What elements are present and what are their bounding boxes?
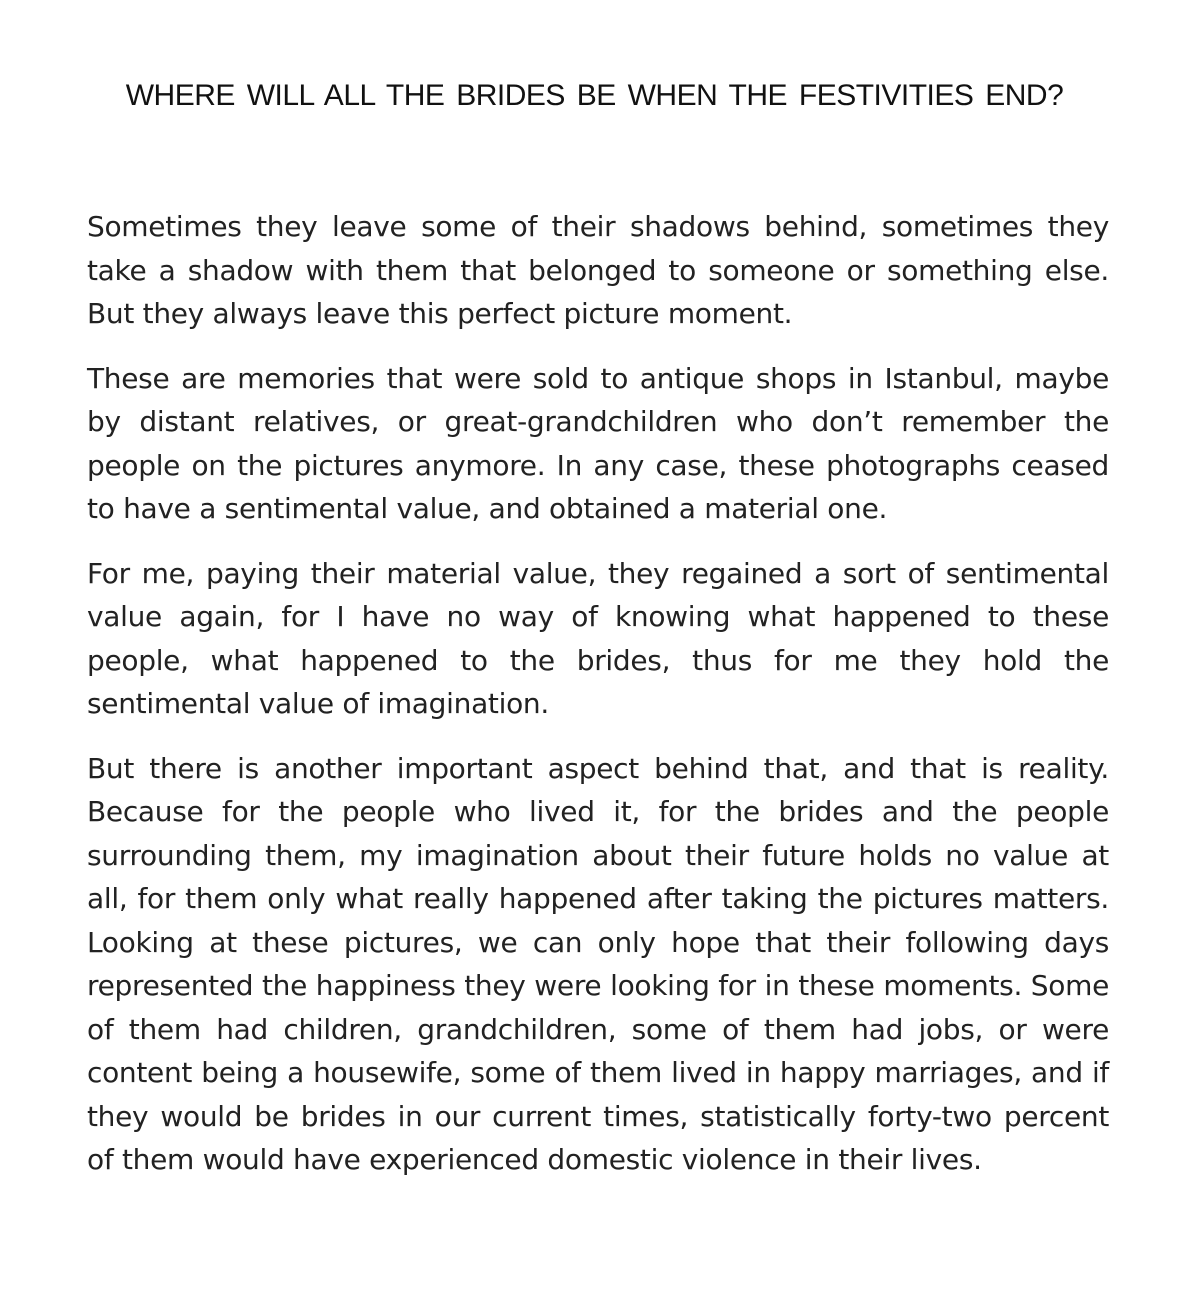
paragraph-2: These are memories that were sold to antique shops in Istanbul, maybe by distant relatives, or great-grandchildren who don’t remember the people on the pictures anymore. In any case, these photographs ceased to have a sentimental value, and obtained a material one. <box>87 361 1109 525</box>
page-title: WHERE WILL ALL THE BRIDES BE WHEN THE FESTIVITIES END? <box>125 79 1064 112</box>
paragraph-1: Sometimes they leave some of their shadows behind, sometimes they take a shadow with them that belonged to someone or something else. But they always leave this perfect picture moment. <box>87 210 1109 330</box>
body-text <box>87 205 1109 1203</box>
paragraph-4: But there is another important aspect behind that, and that is reality. Because for the people who lived it, for the brides and the people surrounding them, my imagination about their future holds no value at all, for them only what really happened after taking the pictures matters. Looking at these pictures, we can only hope that their following days represented the happiness they were looking for in these moments. Some of them had children, grandchildren, some of them had jobs, or were content being a housewife, some of them lived in happy marriages, and if they would be brides in our current times, statistically forty-two percent of them would have experienced domestic violence in their lives. <box>87 751 1109 1176</box>
paragraph-3: For me, paying their material value, they regained a sort of sentimental value again, for I have no way of knowing what happened to these people, what happened to the brides, thus for me they hold the sentimental value of imagination. <box>87 556 1109 720</box>
